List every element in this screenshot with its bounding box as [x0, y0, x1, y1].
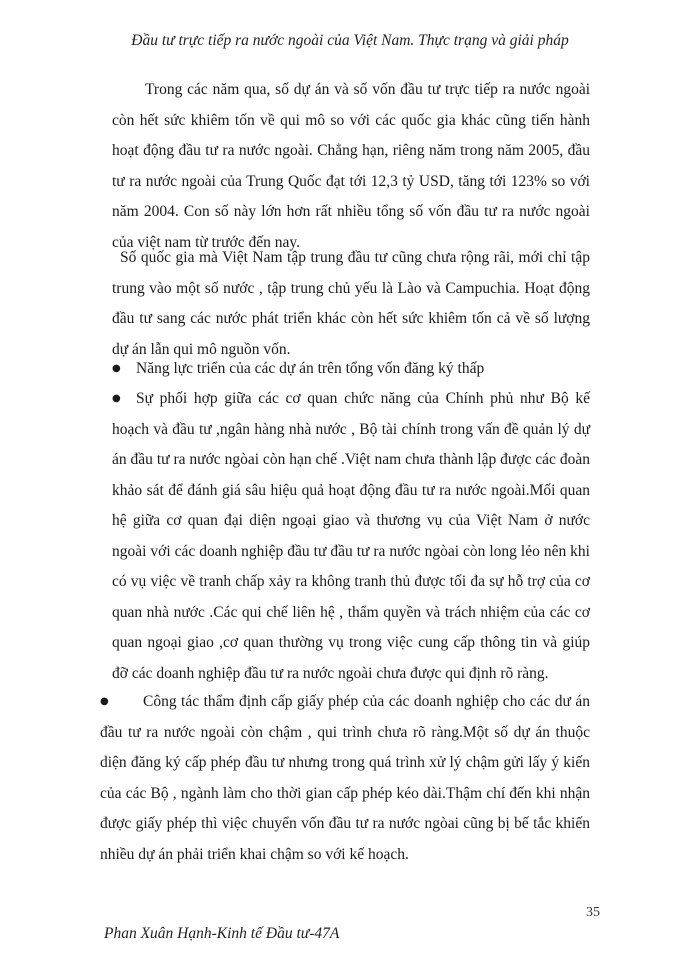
bullet-icon: ● — [100, 696, 109, 707]
paragraph-1: Trong các năm qua, số dự án và số vốn đầu tư trực tiếp ra nước ngoài còn hết sức khiêm tốn về qui mô so với các quốc gia khác cũng tiến hành hoạt động đầu tư ra nước ngoài. Chẳng hạn, riêng năm trong năm 2005, đầu tư ra nước ngoài của Trung Quốc đạt tới 12,3 tỷ USD, tăng tới 123% so với năm 2004. Con số này lớn hơn rất nhiều tổng số vốn đầu tư ra nước ngoài của việt nam từ trước đến nay. — [112, 81, 590, 251]
bullet-item-2 — [112, 384, 590, 689]
footer-author: Phan Xuân Hạnh-Kinh tế Đầu tư-47A — [104, 925, 340, 942]
bullet-text: Công tác thẩm định cấp giấy phép của các doanh nghiệp cho các dư án đầu tư ra nước ngoài còn chậm , qui trình chưa rõ ràng.Một số dự án thuộc diện đăng ký cấp phép đầu tư nhưng trong quá trình xử lý chậm gửi lấy ý kiến của các Bộ , ngành làm cho thời gian cấp phép kéo dài.Thậm chí đến khi nhận được giấy phép thì việc chuyển vốn đầu tư ra nước ngòai cũng bị bế tắc khiến nhiều dự án phải triển khai chậm so với kế hoạch. — [100, 693, 590, 863]
bullet-icon: ● — [112, 393, 121, 404]
bullet-item-3 — [100, 687, 590, 870]
paragraph-2: Số quốc gia mà Việt Nam tập trung đầu tư cũng chưa rộng rãi, mới chỉ tập trung vào một số nước , tập trung chủ yếu là Lào và Campuchia. Hoạt động đầu tư sang các nước phát triển khác còn hết sức khiêm tốn cả về số lượng dự án lẫn qui mô nguồn vốn. — [112, 249, 590, 358]
page-number: 35 — [586, 905, 600, 920]
running-header: Đầu tư trực tiếp ra nước ngoài của Việt Nam. Thực trạng và giải pháp — [131, 32, 569, 49]
bullet-text: Năng lực triển của các dự án trên tổng vốn đăng ký thấp — [136, 360, 485, 377]
bullet-text: Sự phối hợp giữa các cơ quan chức năng của Chính phủ như Bộ kế hoạch và đầu tư ,ngân hàng nhà nước , Bộ tài chính trong vấn đề quản lý dự án đầu tư ra nước ngòai còn hạn chế .Việt nam chưa thành lập được các đoàn khảo sát để đánh giá sâu hiệu quả hoạt động đầu tư ra nước ngoài.Mối quan hệ giữa cơ quan đại diện ngoại giao và thương vụ của Việt Nam ở nước ngoài với các doanh nghiệp đầu tư đầu tư ra nước ngòai còn long lẻo nên khi có vụ việc về tranh chấp xảy ra không tranh thủ được tối đa sự hỗ trợ của cơ quan nhà nước .Các qui chế liên hệ , thẩm quyền và trách nhiệm của các cơ quan ngoại giao ,cơ quan thường vụ trong việc cung cấp thông tin và giúp đỡ các doanh nghiệp đầu tư ra nước ngoài chưa được qui định rõ ràng. — [112, 390, 590, 682]
bullet-item-1 — [112, 354, 590, 385]
bullet-icon: ● — [112, 363, 121, 374]
